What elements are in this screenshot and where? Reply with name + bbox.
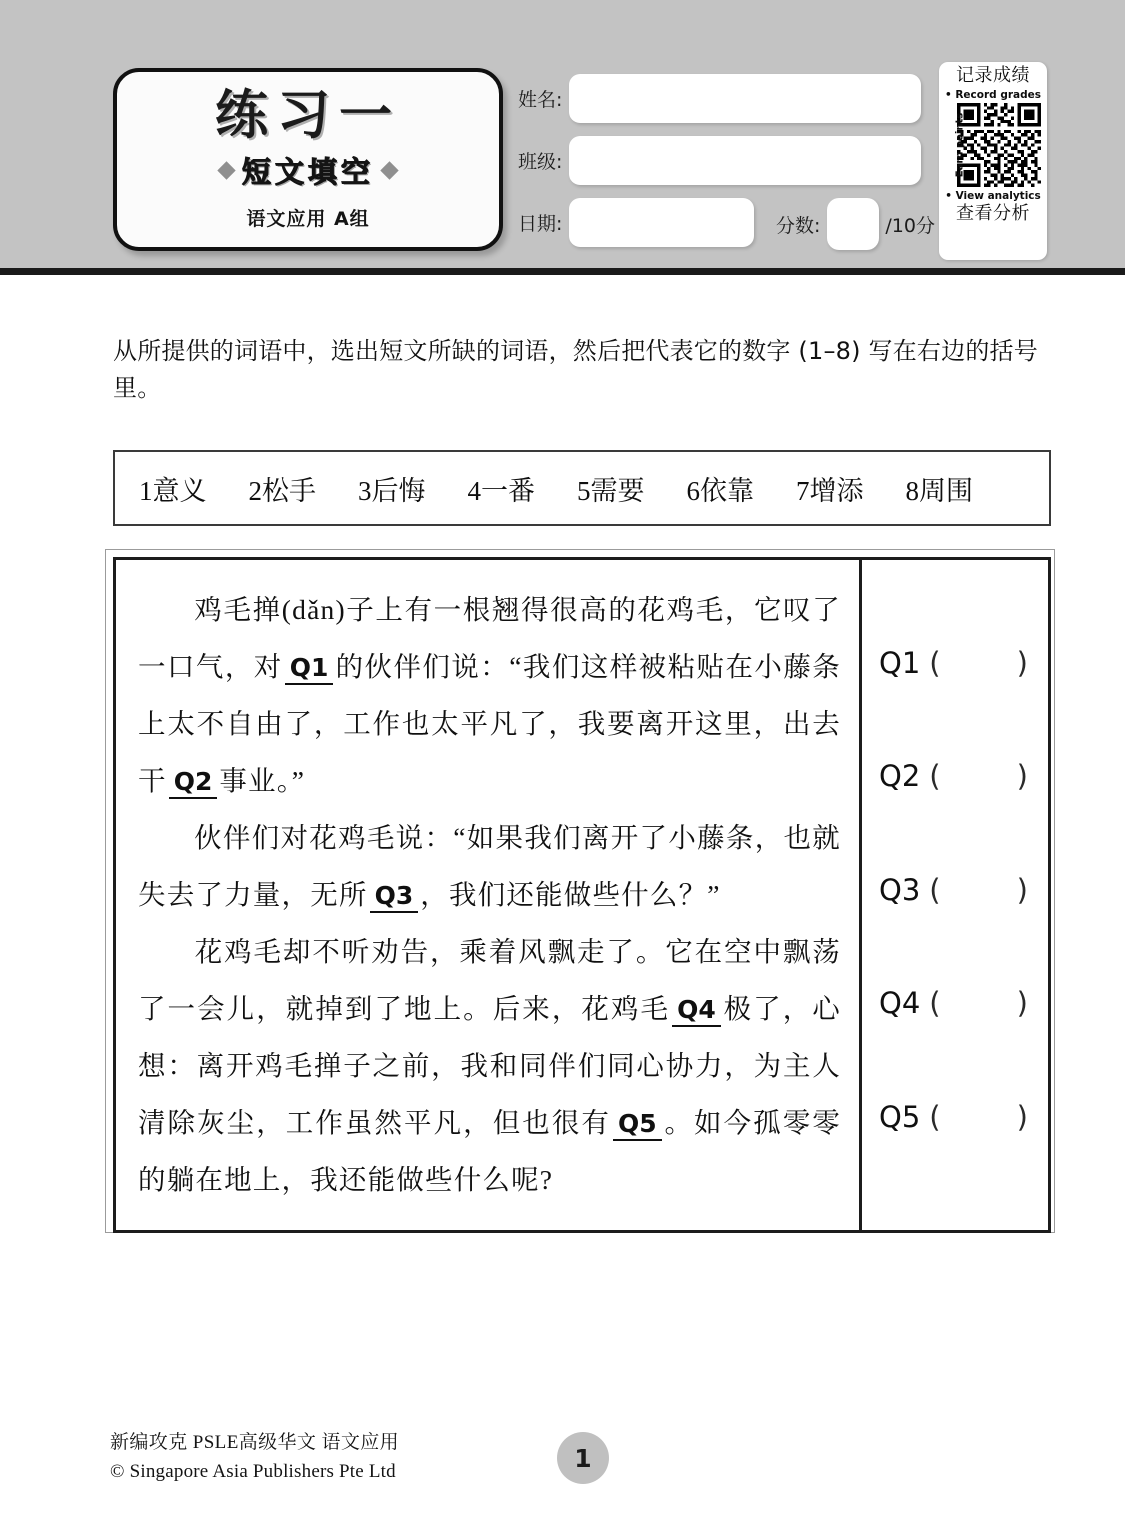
diamond-right-icon <box>380 161 398 179</box>
word-bank <box>113 450 1051 526</box>
blank-q5[interactable]: Q5 <box>613 1109 662 1141</box>
answer-paren-close: ) <box>1016 1100 1028 1134</box>
qr-bullet-view-analytics: • View analytics <box>945 189 1041 202</box>
passage-column <box>116 560 862 1230</box>
score-field-row <box>776 198 935 250</box>
date-field-row <box>518 198 754 247</box>
word-bank-item: 7增添 <box>796 475 864 506</box>
answer-paren-open: ( <box>929 1100 941 1134</box>
answer-paren-open: ( <box>929 759 941 793</box>
passage-text: 伙伴们对花鸡毛说：“如果我们离开了小藤条，也就失去了力量，无所 <box>138 822 841 910</box>
answer-label-q5: Q5 <box>879 1100 921 1134</box>
answer-row-q1[interactable] <box>879 646 1028 680</box>
date-input[interactable] <box>569 198 754 247</box>
answer-paren-open: ( <box>929 646 941 680</box>
answer-label-q4: Q4 <box>879 986 921 1020</box>
qr-panel-footer: 查看分析 <box>956 202 1030 224</box>
passage-text: 花鸡毛却不听劝告，乘着风飘走了。它在空中飘荡了一会儿，就掉到了地上。后来，花鸡毛 <box>138 936 841 1024</box>
footer-copyright: © Singapore Asia Publishers Pte Ltd <box>110 1461 396 1483</box>
word-bank-item: 6依靠 <box>686 475 754 506</box>
answer-row-q5[interactable] <box>879 1100 1028 1134</box>
passage-text: 极了，心想：离开鸡毛掸子之前，我和同伴们同心协力，为主人清除灰尘，工作虽然平凡，但也很有 <box>138 992 841 1138</box>
passage-text: 事业。” <box>219 764 306 796</box>
passage-text: 鸡毛掸(dǎn)子上有一根翘得很高的花鸡毛，它叹了一口气，对 <box>138 594 841 682</box>
word-bank-item: 5需要 <box>577 475 645 506</box>
answer-paren-open: ( <box>929 986 941 1020</box>
score-max-label: /10分 <box>885 214 935 237</box>
answer-paren-close: ) <box>1016 646 1028 680</box>
qr-bullet-record-grades: • Record grades <box>944 88 1042 101</box>
class-label: 班级: <box>518 151 563 173</box>
passage-paragraph-2 <box>138 810 841 924</box>
score-input[interactable] <box>827 198 879 250</box>
name-input[interactable] <box>569 74 921 123</box>
exercise-subtitle-row <box>220 150 396 191</box>
class-input[interactable] <box>569 136 921 185</box>
word-bank-item: 2松手 <box>248 475 316 506</box>
answer-label-q2: Q2 <box>879 759 921 793</box>
qr-bullet-view-analytics-label: View analytics <box>955 189 1041 202</box>
date-label: 日期: <box>518 213 563 235</box>
answer-row-q2[interactable] <box>879 759 1028 793</box>
word-bank-item: 4一番 <box>467 475 535 506</box>
passage-box <box>113 557 1051 1233</box>
blank-q2[interactable]: Q2 <box>169 767 218 799</box>
exercise-title-card <box>113 68 503 251</box>
passage-text: 。如今孤零零的躺在地上，我还能做些什么呢? <box>138 1106 842 1195</box>
answer-label-q1: Q1 <box>879 646 921 680</box>
answer-paren-close: ) <box>1016 759 1028 793</box>
word-bank-item: 1意义 <box>139 475 207 506</box>
diamond-left-icon <box>217 161 235 179</box>
passage-text: 的伙伴们说：“我们这样被粘贴在小藤条上太不自由了，工作也太平凡了，我要离开这里，出去干 <box>138 650 841 796</box>
word-bank-list <box>139 469 973 508</box>
class-field-row <box>518 136 921 185</box>
passage-paragraph-1 <box>138 582 841 810</box>
word-bank-item: 8周围 <box>905 475 973 506</box>
page-number-badge: 1 <box>557 1432 609 1484</box>
qr-record-panel[interactable] <box>939 62 1047 260</box>
name-label: 姓名: <box>518 89 563 111</box>
qr-panel-title: 记录成绩 <box>956 65 1030 86</box>
name-field-row <box>518 74 921 123</box>
exercise-category-tag: 语文应用 A组 <box>246 207 370 230</box>
answer-column <box>862 560 1048 1230</box>
answer-label-q3: Q3 <box>879 873 921 907</box>
word-bank-item: 3后悔 <box>358 475 426 506</box>
blank-q3[interactable]: Q3 <box>370 881 419 913</box>
qr-side-label: Earn points <box>954 112 966 177</box>
qr-bullet-record-grades-label: Record grades <box>955 88 1042 101</box>
answer-row-q4[interactable] <box>879 986 1028 1020</box>
qr-code-area <box>942 102 1044 188</box>
score-label: 分数: <box>776 214 821 237</box>
answer-row-q3[interactable] <box>879 873 1028 907</box>
blank-q4[interactable]: Q4 <box>672 995 721 1027</box>
answer-paren-close: ) <box>1016 873 1028 907</box>
passage-paragraph-3 <box>138 924 841 1209</box>
answer-paren-open: ( <box>929 873 941 907</box>
exercise-subtitle: 短文填空 <box>241 154 374 189</box>
student-form <box>518 74 935 249</box>
blank-q1[interactable]: Q1 <box>285 653 334 685</box>
footer-book-title: 新编攻克 PSLE高级华文 语文应用 <box>110 1432 400 1453</box>
instruction-text: 从所提供的词语中，选出短文所缺的词语，然后把代表它的数字 (1–8) 写在右边的括号里。 <box>113 337 1038 403</box>
exercise-title: 练习一 <box>215 85 401 147</box>
qr-code-icon[interactable] <box>954 103 1041 187</box>
header-band <box>0 0 1125 275</box>
answer-paren-close: ) <box>1016 986 1028 1020</box>
passage-text: ，我们还能做些什么？” <box>420 878 721 910</box>
footer <box>110 1428 399 1487</box>
